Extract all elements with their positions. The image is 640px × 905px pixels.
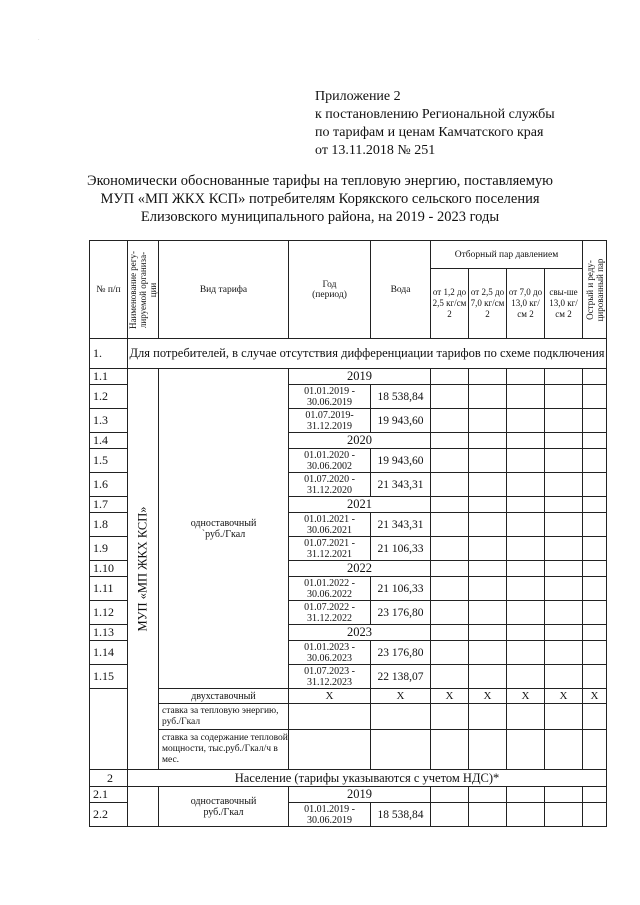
empty-cell bbox=[583, 787, 607, 803]
header-steam-2: от 2,5 до 7,0 кг/см 2 bbox=[469, 269, 507, 339]
period-cell: 01.01.2020 - 30.06.2002 bbox=[289, 449, 371, 473]
empty-cell bbox=[583, 449, 607, 473]
empty-cell bbox=[431, 513, 469, 537]
empty-cell bbox=[583, 369, 607, 385]
empty-cell bbox=[431, 385, 469, 409]
header-line: Приложение 2 bbox=[315, 89, 401, 104]
period-cell: 01.07.2021 - 31.12.2021 bbox=[289, 537, 371, 561]
empty-cell bbox=[583, 513, 607, 537]
empty-cell bbox=[507, 473, 545, 497]
empty-cell bbox=[545, 787, 583, 803]
x-mark: Х bbox=[583, 689, 607, 704]
empty-cell bbox=[545, 641, 583, 665]
x-mark: Х bbox=[545, 689, 583, 704]
kind-line: одноставочный bbox=[190, 795, 257, 807]
empty-cell bbox=[583, 601, 607, 625]
empty-cell bbox=[545, 409, 583, 433]
empty-cell bbox=[431, 537, 469, 561]
row-num: 1.4 bbox=[90, 433, 128, 449]
empty-cell bbox=[469, 665, 507, 689]
section-num: 2 bbox=[90, 770, 128, 787]
empty-cell bbox=[431, 497, 469, 513]
empty-cell bbox=[583, 409, 607, 433]
empty-cell bbox=[469, 601, 507, 625]
year-cell: 2023 bbox=[289, 625, 431, 641]
empty-cell bbox=[469, 803, 507, 827]
row-num: 1.14 bbox=[90, 641, 128, 665]
org-name: МУП «МП ЖКХ КСП» bbox=[135, 506, 150, 632]
empty-cell bbox=[507, 433, 545, 449]
section-title: Население (тарифы указываются с учетом НДС)* bbox=[128, 770, 607, 787]
empty-cell bbox=[545, 369, 583, 385]
header-org-line: Наименование регу- bbox=[128, 250, 138, 329]
appendix-header bbox=[315, 88, 555, 160]
empty-cell bbox=[507, 513, 545, 537]
empty-cell bbox=[469, 704, 507, 730]
empty-cell bbox=[583, 665, 607, 689]
row-num: 1.11 bbox=[90, 577, 128, 601]
empty-cell bbox=[583, 537, 607, 561]
water-value: 21 106,33 bbox=[371, 537, 431, 561]
water-value: 21 343,31 bbox=[371, 473, 431, 497]
row-num: 1.2 bbox=[90, 385, 128, 409]
tariff-table bbox=[89, 240, 607, 827]
empty-cell bbox=[469, 577, 507, 601]
header-sharp-line: цированный пар bbox=[594, 258, 605, 321]
header-line: к постановлению Региональной службы bbox=[315, 107, 555, 122]
period-cell: 01.01.2021 - 30.06.2021 bbox=[289, 513, 371, 537]
empty-cell bbox=[431, 625, 469, 641]
row-num: 1.13 bbox=[90, 625, 128, 641]
empty-cell bbox=[507, 497, 545, 513]
row-num: 1.15 bbox=[90, 665, 128, 689]
empty-cell bbox=[545, 704, 583, 730]
energy-rate-label: ставка за тепловую энергию, руб./Гкал bbox=[159, 704, 289, 730]
empty-cell bbox=[507, 601, 545, 625]
row-num: 2.2 bbox=[90, 803, 128, 827]
empty-cell bbox=[545, 625, 583, 641]
period-cell: 01.01.2022 - 30.06.2022 bbox=[289, 577, 371, 601]
empty-cell bbox=[545, 730, 583, 770]
empty-cell bbox=[469, 625, 507, 641]
empty-cell bbox=[431, 561, 469, 577]
title-line: Елизовского муниципального района, на 2019 - 2023 годы bbox=[140, 209, 500, 225]
empty-cell bbox=[583, 577, 607, 601]
kind-line: руб./Гкал bbox=[203, 806, 244, 818]
empty-cell bbox=[469, 561, 507, 577]
empty-cell bbox=[507, 369, 545, 385]
empty-cell bbox=[289, 704, 371, 730]
empty-cell bbox=[469, 497, 507, 513]
empty-cell bbox=[583, 730, 607, 770]
period-cell: 01.07.2019- 31.12.2019 bbox=[289, 409, 371, 433]
empty-cell bbox=[469, 409, 507, 433]
one-rate-kind bbox=[159, 369, 289, 689]
empty-cell bbox=[583, 473, 607, 497]
document-title bbox=[0, 172, 640, 226]
water-value: 22 138,07 bbox=[371, 665, 431, 689]
scan-speck: . bbox=[38, 36, 40, 42]
x-mark: Х bbox=[371, 689, 431, 704]
section2-kind bbox=[159, 787, 289, 827]
empty-cell bbox=[507, 803, 545, 827]
row-num: 1.10 bbox=[90, 561, 128, 577]
empty-cell bbox=[431, 369, 469, 385]
water-value: 19 943,60 bbox=[371, 449, 431, 473]
kind-line: `руб./Гкал bbox=[201, 528, 246, 540]
header-org-line: лируемой организа- bbox=[138, 251, 148, 328]
header-line: от 13.11.2018 № 251 bbox=[315, 143, 436, 158]
empty-cell bbox=[431, 641, 469, 665]
empty-cell bbox=[469, 473, 507, 497]
water-value: 18 538,84 bbox=[371, 803, 431, 827]
period-cell: 01.07.2020 - 31.12.2020 bbox=[289, 473, 371, 497]
water-value: 23 176,80 bbox=[371, 601, 431, 625]
empty-cell bbox=[507, 787, 545, 803]
empty-cell bbox=[371, 730, 431, 770]
header-water: Вода bbox=[371, 241, 431, 339]
empty-cell bbox=[545, 537, 583, 561]
empty-cell bbox=[431, 704, 469, 730]
header-year bbox=[289, 241, 371, 339]
header-year-line: Год bbox=[322, 279, 337, 290]
empty-cell bbox=[545, 513, 583, 537]
empty-cell bbox=[545, 497, 583, 513]
header-steam-group: Отборный пар давлением bbox=[431, 241, 583, 269]
empty-cell bbox=[507, 730, 545, 770]
empty-cell bbox=[431, 473, 469, 497]
empty-cell bbox=[583, 803, 607, 827]
empty-cell bbox=[469, 730, 507, 770]
empty-cell bbox=[583, 561, 607, 577]
empty-cell bbox=[583, 641, 607, 665]
empty-cell bbox=[431, 409, 469, 433]
row-num: 1.6 bbox=[90, 473, 128, 497]
empty-cell bbox=[545, 803, 583, 827]
empty-cell bbox=[507, 409, 545, 433]
empty-cell bbox=[431, 730, 469, 770]
empty-cell bbox=[545, 665, 583, 689]
empty-cell bbox=[507, 704, 545, 730]
period-cell: 01.01.2019 - 30.06.2019 bbox=[289, 385, 371, 409]
header-steam-4: свы-ше 13,0 кг/см 2 bbox=[545, 269, 583, 339]
period-cell: 01.07.2022 - 31.12.2022 bbox=[289, 601, 371, 625]
two-rate-label: двухставочный bbox=[159, 689, 289, 704]
empty-cell bbox=[545, 561, 583, 577]
header-org-line: ции bbox=[148, 282, 158, 297]
empty-cell bbox=[469, 513, 507, 537]
row-num: 1.8 bbox=[90, 513, 128, 537]
row-num: 1.1 bbox=[90, 369, 128, 385]
empty-cell bbox=[469, 369, 507, 385]
empty-org-cell bbox=[128, 787, 159, 827]
empty-cell bbox=[545, 601, 583, 625]
empty-cell bbox=[469, 787, 507, 803]
header-sharp-line: Острый и реду- bbox=[584, 259, 595, 320]
water-value: 23 176,80 bbox=[371, 641, 431, 665]
row-num: 1.12 bbox=[90, 601, 128, 625]
year-cell: 2019 bbox=[289, 787, 431, 803]
empty-cell bbox=[507, 641, 545, 665]
empty-cell bbox=[371, 704, 431, 730]
header-tariff-kind: Вид тарифа bbox=[159, 241, 289, 339]
x-mark: Х bbox=[289, 689, 371, 704]
header-num: № п/п bbox=[90, 241, 128, 339]
header-steam-3: от 7,0 до 13,0 кг/см 2 bbox=[507, 269, 545, 339]
period-cell: 01.01.2023 - 30.06.2023 bbox=[289, 641, 371, 665]
row-num: 1.9 bbox=[90, 537, 128, 561]
empty-cell bbox=[583, 625, 607, 641]
empty-cell bbox=[545, 449, 583, 473]
org-name-cell bbox=[128, 369, 159, 770]
section-num: 1. bbox=[90, 339, 128, 369]
year-cell: 2019 bbox=[289, 369, 431, 385]
empty-cell bbox=[431, 803, 469, 827]
empty-cell bbox=[469, 537, 507, 561]
header-steam-1: от 1,2 до 2,5 кг/см 2 bbox=[431, 269, 469, 339]
year-cell: 2020 bbox=[289, 433, 431, 449]
year-cell: 2022 bbox=[289, 561, 431, 577]
header-line: по тарифам и ценам Камчатского края bbox=[315, 125, 544, 140]
x-mark: Х bbox=[431, 689, 469, 704]
title-line: МУП «МП ЖКХ КСП» потребителям Корякского сельского поселения bbox=[100, 191, 540, 207]
row-num: 2.1 bbox=[90, 787, 128, 803]
year-cell: 2021 bbox=[289, 497, 431, 513]
empty-cell bbox=[431, 665, 469, 689]
kind-line: одноставочный bbox=[190, 517, 257, 529]
water-value: 19 943,60 bbox=[371, 409, 431, 433]
water-value: 21 343,31 bbox=[371, 513, 431, 537]
empty-cell bbox=[469, 433, 507, 449]
empty-cell bbox=[507, 449, 545, 473]
row-num: 1.5 bbox=[90, 449, 128, 473]
empty-cell bbox=[507, 625, 545, 641]
empty-cell bbox=[507, 537, 545, 561]
period-cell: 01.01.2019 - 30.06.2019 bbox=[289, 803, 371, 827]
x-mark: Х bbox=[507, 689, 545, 704]
empty-cell bbox=[545, 433, 583, 449]
header-year-line: (период) bbox=[312, 289, 347, 300]
empty-cell bbox=[469, 385, 507, 409]
empty-cell bbox=[431, 787, 469, 803]
empty-cell bbox=[583, 385, 607, 409]
empty-cell bbox=[431, 601, 469, 625]
x-mark: Х bbox=[469, 689, 507, 704]
empty-cell bbox=[507, 665, 545, 689]
empty-cell bbox=[583, 704, 607, 730]
row-num: 1.3 bbox=[90, 409, 128, 433]
period-cell: 01.07.2023 - 31.12.2023 bbox=[289, 665, 371, 689]
empty-cell bbox=[545, 385, 583, 409]
header-org-name bbox=[128, 241, 159, 339]
row-num: 1.7 bbox=[90, 497, 128, 513]
empty-num-cell bbox=[90, 689, 128, 770]
empty-cell bbox=[431, 577, 469, 601]
empty-cell bbox=[507, 577, 545, 601]
empty-cell bbox=[289, 730, 371, 770]
capacity-rate-label: ставка за содержание тепловой мощности, тыс.руб./Гкал/ч в мес. bbox=[159, 730, 289, 770]
water-value: 18 538,84 bbox=[371, 385, 431, 409]
empty-cell bbox=[469, 449, 507, 473]
section-title: Для потребителей, в случае отсутствия дифференциации тарифов по схеме подключения bbox=[128, 339, 607, 369]
empty-cell bbox=[583, 433, 607, 449]
water-value: 21 106,33 bbox=[371, 577, 431, 601]
empty-cell bbox=[545, 577, 583, 601]
empty-cell bbox=[507, 561, 545, 577]
title-line: Экономически обоснованные тарифы на тепловую энергию, поставляемую bbox=[87, 173, 553, 189]
empty-cell bbox=[469, 641, 507, 665]
header-sharp-steam bbox=[583, 241, 607, 339]
empty-cell bbox=[583, 497, 607, 513]
empty-cell bbox=[431, 433, 469, 449]
empty-cell bbox=[431, 449, 469, 473]
empty-cell bbox=[507, 385, 545, 409]
empty-cell bbox=[545, 473, 583, 497]
